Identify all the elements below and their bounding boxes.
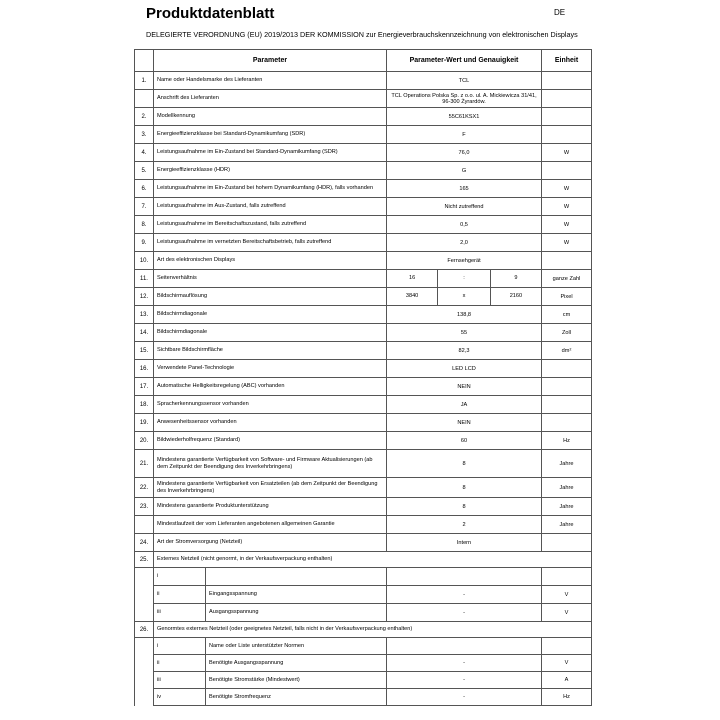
sub-unit bbox=[542, 568, 592, 586]
unit-cell: cm bbox=[542, 306, 592, 324]
sub-value: - bbox=[387, 655, 542, 672]
header-param: Parameter bbox=[154, 50, 387, 72]
section-title: Genormtes externes Netzteil (oder geeignetes Netzteil, falls nicht in der Verkaufsverpackung enthalten) bbox=[154, 622, 592, 638]
parameter-value: TCL bbox=[387, 72, 542, 90]
row-number: 5. bbox=[135, 162, 154, 180]
table-row bbox=[135, 72, 592, 90]
parameter-value: 55 bbox=[387, 324, 542, 342]
unit-cell: dm² bbox=[542, 342, 592, 360]
header-unit: Einheit bbox=[542, 50, 592, 72]
row-number: 7. bbox=[135, 198, 154, 216]
parameter-label: Bildschirmdiagonale bbox=[154, 306, 387, 324]
row-number: 26. bbox=[135, 622, 154, 638]
parameter-value bbox=[387, 270, 542, 288]
empty-cell bbox=[135, 586, 154, 604]
sub-label: Benötigte Stromstärke (Mindestwert) bbox=[209, 677, 300, 683]
row-number: 18. bbox=[135, 396, 154, 414]
sub-value: - bbox=[387, 586, 542, 604]
empty-cell bbox=[135, 689, 154, 706]
row-number: 10. bbox=[135, 252, 154, 270]
sub-value: - bbox=[387, 672, 542, 689]
parameter-value: 8 bbox=[387, 498, 542, 516]
parameter-value: 0,5 bbox=[387, 216, 542, 234]
parameter-value: NEIN bbox=[387, 378, 542, 396]
parameter-value: JA bbox=[387, 396, 542, 414]
row-number: 11. bbox=[135, 270, 154, 288]
parameter-label: Bildwiederholfrequenz (Standard) bbox=[154, 432, 387, 450]
value-part-a: 16 bbox=[387, 270, 438, 287]
table-row bbox=[135, 198, 592, 216]
parameter-label: Art der Stromversorgung (Netzteil) bbox=[154, 534, 387, 552]
sub-index: ii bbox=[154, 655, 206, 671]
row-number: 22. bbox=[135, 478, 154, 498]
page-title: Produktdatenblatt bbox=[146, 5, 275, 22]
value-separator: : bbox=[463, 275, 465, 281]
row-number: 16. bbox=[135, 360, 154, 378]
table-row bbox=[135, 342, 592, 360]
table-row bbox=[135, 534, 592, 552]
parameter-value: 76,0 bbox=[387, 144, 542, 162]
row-number: 3. bbox=[135, 126, 154, 144]
unit-cell: Pixel bbox=[542, 288, 592, 306]
spec-table bbox=[134, 49, 592, 706]
parameter-label: Bildschirmauflösung bbox=[154, 288, 387, 306]
parameter-value: Intern bbox=[387, 534, 542, 552]
row-number: 9. bbox=[135, 234, 154, 252]
section-header-row bbox=[135, 552, 592, 568]
parameter-label: Energieeffizienzklasse (HDR) bbox=[154, 162, 387, 180]
sub-unit: A bbox=[542, 672, 592, 689]
parameter-label: Name oder Handelsmarke des Lieferanten bbox=[154, 72, 387, 90]
section-header-row bbox=[135, 622, 592, 638]
sub-row bbox=[135, 638, 592, 655]
sub-index: i bbox=[154, 568, 206, 585]
row-number: 8. bbox=[135, 216, 154, 234]
parameter-value: 8 bbox=[387, 478, 542, 498]
row-number: 23. bbox=[135, 498, 154, 516]
sub-label: Name oder Liste unterstützter Normen bbox=[209, 643, 305, 649]
unit-cell: W bbox=[542, 234, 592, 252]
value-part-a: 3840 bbox=[387, 288, 438, 305]
table-row bbox=[135, 162, 592, 180]
sub-index: iii bbox=[154, 672, 206, 688]
row-number: 6. bbox=[135, 180, 154, 198]
sub-label: Benötigte Stromfrequenz bbox=[209, 694, 271, 700]
parameter-value: 82,3 bbox=[387, 342, 542, 360]
row-number: 12. bbox=[135, 288, 154, 306]
table-row bbox=[135, 450, 592, 478]
row-number: 4. bbox=[135, 144, 154, 162]
parameter-label: Mindestens garantierte Verfügbarkeit von Software- und Firmware Aktualisierungen (ab dem Zeitpunkt der Beendigung des Inverkehrbringens) bbox=[154, 450, 387, 478]
table-row bbox=[135, 270, 592, 288]
sub-unit: V bbox=[542, 604, 592, 622]
unit-cell: W bbox=[542, 144, 592, 162]
parameter-label: Modellkennung bbox=[154, 108, 387, 126]
empty-cell bbox=[135, 638, 154, 655]
section-title: Externes Netzteil (nicht genormt, in der Verkaufsverpackung enthalten) bbox=[154, 552, 592, 568]
sub-value bbox=[387, 638, 542, 655]
parameter-value: 60 bbox=[387, 432, 542, 450]
unit-cell: W bbox=[542, 216, 592, 234]
unit-cell: ganze Zahl bbox=[542, 270, 592, 288]
parameter-label: Mindestens garantierte Verfügbarkeit von Ersatzteilen (ab dem Zeitpunkt der Beendigung des Inverkehrbringens) bbox=[154, 478, 387, 498]
unit-cell bbox=[542, 378, 592, 396]
unit-cell: Jahre bbox=[542, 478, 592, 498]
parameter-value: 2,0 bbox=[387, 234, 542, 252]
parameter-label: Anwesenheitssensor vorhanden bbox=[154, 414, 387, 432]
table-row bbox=[135, 516, 592, 534]
title-row bbox=[134, 0, 590, 28]
parameter-value: 2 bbox=[387, 516, 542, 534]
row-number: 21. bbox=[135, 450, 154, 478]
parameter-label: Bildschirmdiagonale bbox=[154, 324, 387, 342]
empty-cell bbox=[135, 568, 154, 586]
parameter-value: 55C61KSX1 bbox=[387, 108, 542, 126]
row-number: 19. bbox=[135, 414, 154, 432]
table-row bbox=[135, 288, 592, 306]
parameter-value: NEIN bbox=[387, 414, 542, 432]
unit-cell bbox=[542, 360, 592, 378]
row-number: 20. bbox=[135, 432, 154, 450]
unit-cell bbox=[542, 396, 592, 414]
unit-cell bbox=[542, 414, 592, 432]
unit-cell: Jahre bbox=[542, 498, 592, 516]
table-row bbox=[135, 498, 592, 516]
unit-cell: W bbox=[542, 180, 592, 198]
empty-cell bbox=[135, 672, 154, 689]
row-number: 15. bbox=[135, 342, 154, 360]
parameter-label: Leistungsaufnahme im Bereitschaftszustand, falls zutreffend bbox=[154, 216, 387, 234]
sub-row bbox=[135, 586, 592, 604]
header-num bbox=[135, 50, 154, 72]
unit-cell: Jahre bbox=[542, 450, 592, 478]
parameter-value: LED LCD bbox=[387, 360, 542, 378]
sub-label: Benötigte Ausgangsspannung bbox=[209, 660, 284, 666]
unit-cell bbox=[542, 72, 592, 90]
unit-cell bbox=[542, 252, 592, 270]
table-row bbox=[135, 126, 592, 144]
table-row bbox=[135, 252, 592, 270]
value-part-b: 9 bbox=[490, 270, 541, 287]
table-row bbox=[135, 108, 592, 126]
parameter-value: F bbox=[387, 126, 542, 144]
empty-cell bbox=[135, 655, 154, 672]
table-row bbox=[135, 414, 592, 432]
sub-index: iii bbox=[154, 604, 206, 621]
sub-unit bbox=[542, 638, 592, 655]
sub-label-cell bbox=[154, 638, 387, 655]
row-number bbox=[135, 516, 154, 534]
parameter-value: 165 bbox=[387, 180, 542, 198]
table-row bbox=[135, 396, 592, 414]
value-part-b: 2160 bbox=[490, 288, 541, 305]
unit-cell bbox=[542, 126, 592, 144]
table-row bbox=[135, 216, 592, 234]
unit-cell bbox=[542, 108, 592, 126]
parameter-label: Energieeffizienzklasse bei Standard-Dynamikumfang (SDR) bbox=[154, 126, 387, 144]
sub-label-cell bbox=[154, 689, 387, 706]
table-row bbox=[135, 478, 592, 498]
regulation-subtitle: DELEGIERTE VERORDNUNG (EU) 2019/2013 DER KOMMISSION zur Energieverbrauchskennzeichnung von elektronischen Displays bbox=[146, 30, 578, 39]
parameter-value: Nicht zutreffend bbox=[387, 198, 542, 216]
parameter-label: Mindestlaufzeit der vom Lieferanten angebotenen allgemeinen Garantie bbox=[154, 516, 387, 534]
parameter-value: TCL Operations Polska Sp. z o.o. ul. A. Mickiewicza 31/41, 96-300 Żyrardów. bbox=[387, 90, 542, 108]
parameter-label: Art des elektronischen Displays bbox=[154, 252, 387, 270]
sub-label: Ausgangsspannung bbox=[209, 609, 259, 615]
table-row bbox=[135, 306, 592, 324]
table-row bbox=[135, 90, 592, 108]
parameter-value bbox=[387, 288, 542, 306]
sub-index: iv bbox=[154, 689, 206, 705]
row-number: 2. bbox=[135, 108, 154, 126]
language-code: DE bbox=[554, 8, 566, 17]
value-separator: x bbox=[462, 293, 466, 299]
parameter-label: Leistungsaufnahme im Aus-Zustand, falls zutreffend bbox=[154, 198, 387, 216]
unit-cell bbox=[542, 90, 592, 108]
unit-cell: W bbox=[542, 198, 592, 216]
table-row bbox=[135, 180, 592, 198]
sub-label-cell bbox=[154, 655, 387, 672]
parameter-label: Automatische Helligkeitsregelung (ABC) vorhanden bbox=[154, 378, 387, 396]
sub-label: Eingangsspannung bbox=[209, 591, 257, 597]
parameter-label: Spracherkennungssensor vorhanden bbox=[154, 396, 387, 414]
sub-unit: Hz bbox=[542, 689, 592, 706]
table-row bbox=[135, 324, 592, 342]
row-number: 14. bbox=[135, 324, 154, 342]
sub-row bbox=[135, 655, 592, 672]
sub-label-cell bbox=[154, 568, 387, 586]
parameter-value: 138,8 bbox=[387, 306, 542, 324]
header-value: Parameter-Wert und Genauigkeit bbox=[387, 50, 542, 72]
table-row bbox=[135, 378, 592, 396]
unit-cell: Zoll bbox=[542, 324, 592, 342]
unit-cell: Hz bbox=[542, 432, 592, 450]
parameter-label: Anschrift des Lieferanten bbox=[154, 90, 387, 108]
sub-index: i bbox=[154, 638, 206, 654]
parameter-label: Seitenverhältnis bbox=[154, 270, 387, 288]
sub-index: ii bbox=[154, 586, 206, 603]
sub-row bbox=[135, 672, 592, 689]
parameter-label: Mindestens garantierte Produktunterstützung bbox=[154, 498, 387, 516]
parameter-label: Verwendete Panel-Technologie bbox=[154, 360, 387, 378]
sub-label-cell bbox=[154, 586, 387, 604]
parameter-label: Sichtbare Bildschirmfläche bbox=[154, 342, 387, 360]
parameter-label: Leistungsaufnahme im vernetzten Bereitschaftsbetrieb, falls zutreffend bbox=[154, 234, 387, 252]
sub-row bbox=[135, 689, 592, 706]
sub-value: - bbox=[387, 604, 542, 622]
empty-cell bbox=[135, 604, 154, 622]
parameter-label: Leistungsaufnahme im Ein-Zustand bei hohem Dynamikumfang (HDR), falls vorhanden bbox=[154, 180, 387, 198]
table-row bbox=[135, 432, 592, 450]
unit-cell bbox=[542, 162, 592, 180]
sub-value bbox=[387, 568, 542, 586]
unit-cell: Jahre bbox=[542, 516, 592, 534]
table-row bbox=[135, 144, 592, 162]
row-number bbox=[135, 90, 154, 108]
row-number: 1. bbox=[135, 72, 154, 90]
unit-cell bbox=[542, 534, 592, 552]
table-row bbox=[135, 360, 592, 378]
parameter-value: 8 bbox=[387, 450, 542, 478]
parameter-label: Leistungsaufnahme im Ein-Zustand bei Standard-Dynamikumfang (SDR) bbox=[154, 144, 387, 162]
sub-value: - bbox=[387, 689, 542, 706]
row-number: 17. bbox=[135, 378, 154, 396]
table-row bbox=[135, 234, 592, 252]
row-number: 25. bbox=[135, 552, 154, 568]
sub-label-cell bbox=[154, 604, 387, 622]
sub-row bbox=[135, 568, 592, 586]
sub-row bbox=[135, 604, 592, 622]
parameter-value: G bbox=[387, 162, 542, 180]
row-number: 24. bbox=[135, 534, 154, 552]
sub-unit: V bbox=[542, 655, 592, 672]
sub-label-cell bbox=[154, 672, 387, 689]
sub-unit: V bbox=[542, 586, 592, 604]
sub-label bbox=[206, 568, 209, 585]
parameter-value: Fernsehgerät bbox=[387, 252, 542, 270]
row-number: 13. bbox=[135, 306, 154, 324]
